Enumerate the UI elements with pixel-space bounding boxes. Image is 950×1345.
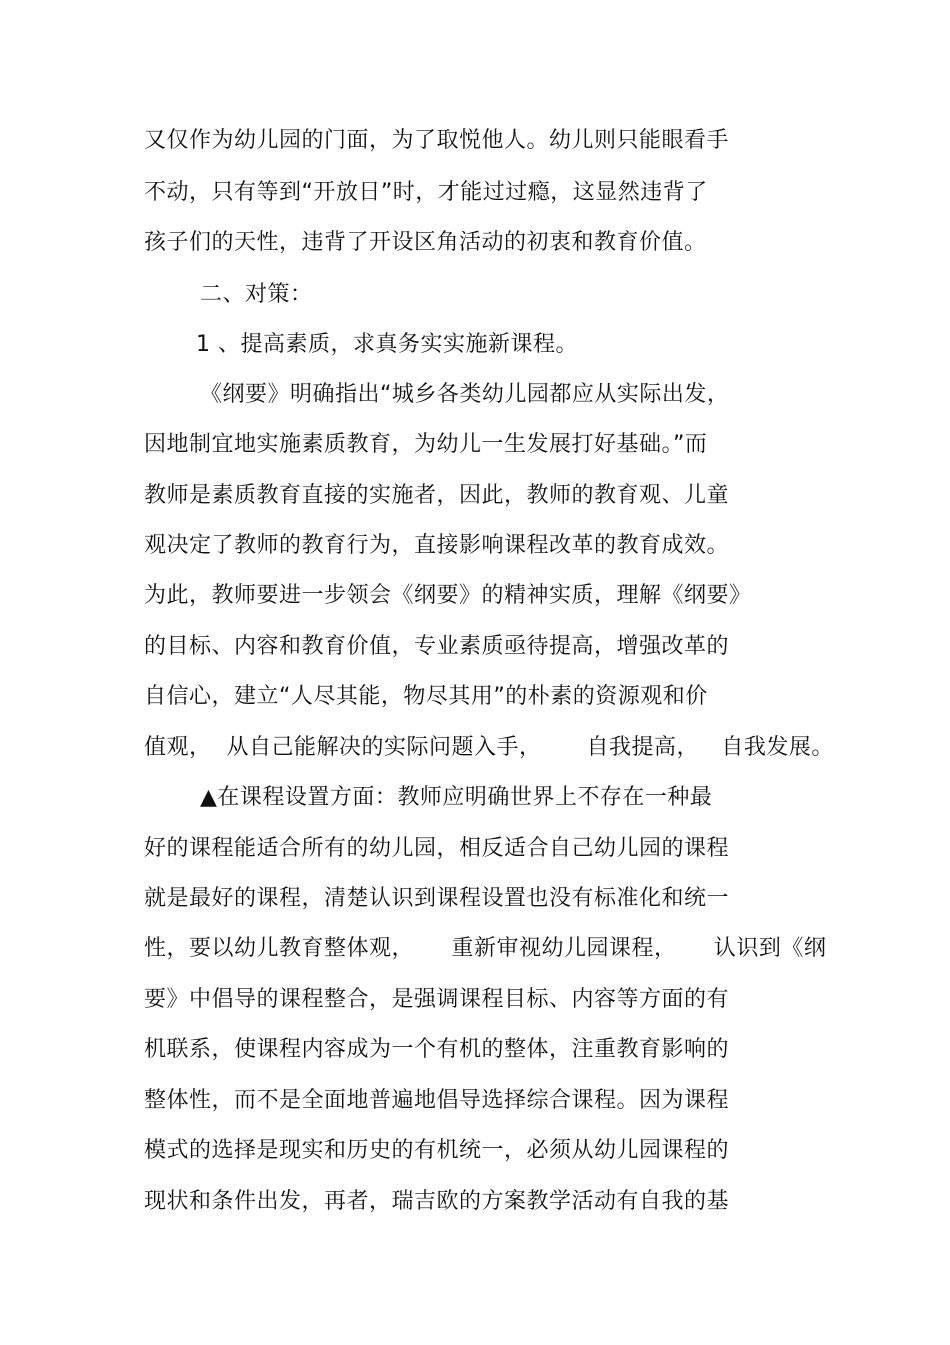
paragraph-line: 不动，只有等到“开放日”时，才能过过瘾，这显然违背了 [144, 180, 708, 205]
paragraph-line: 值观， 从自己能解决的实际问题入手， 自我提高， 自我发展。 [144, 735, 834, 760]
paragraph-line: 模式的选择是现实和历史的有机统一，必须从幼儿园课程的 [144, 1138, 730, 1163]
subsection-heading: 1 、提高素质，求真务实实施新课程。 [196, 332, 578, 357]
paragraph-line: 就是最好的课程，清楚认识到课程设置也没有标准化和统一 [144, 886, 730, 911]
paragraph-line: 因地制宜地实施素质教育，为幼儿一生发展打好基础。”而 [144, 432, 708, 457]
paragraph-line: 现状和条件出发，再者，瑞吉欧的方案教学活动有自我的基 [144, 1189, 730, 1214]
paragraph-line: 好的课程能适合所有的幼儿园，相反适合自己幼儿园的课程 [144, 836, 730, 861]
paragraph-line: 整体性，而不是全面地普遍地倡导选择综合课程。因为课程 [144, 1088, 730, 1113]
paragraph-line: 观决定了教师的教育行为，直接影响课程改革的教育成效。 [144, 533, 730, 558]
paragraph-line: 又仅作为幼儿园的门面，为了取悦他人。幼儿则只能眼看手 [144, 128, 730, 153]
paragraph-line: 机联系，使课程内容成为一个有机的整体，注重教育影响的 [144, 1037, 730, 1062]
paragraph-line: 自信心，建立“人尽其能，物尽其用”的朴素的资源观和价 [144, 684, 708, 709]
section-heading: 二、对策： [200, 282, 313, 307]
paragraph-line: 孩子们的天性，违背了开设区角活动的初衷和教育价值。 [144, 230, 707, 255]
paragraph-line: 性，要以幼儿教育整体观， 重新审视幼儿园课程， 认识到《纲 [144, 936, 827, 961]
paragraph-line: ▲在课程设置方面：教师应明确世界上不存在一种最 [200, 785, 713, 810]
paragraph-line: 的目标、内容和教育价值，专业素质亟待提高，增强改革的 [144, 634, 730, 659]
paragraph-line: 为此，教师要进一步领会《纲要》的精神实质，理解《纲要》 [144, 583, 752, 608]
paragraph-line: 要》中倡导的课程整合，是强调课程目标、内容等方面的有 [144, 987, 730, 1012]
paragraph-line: 教师是素质教育直接的实施者，因此，教师的教育观、儿童 [144, 483, 730, 508]
paragraph-line: 《纲要》明确指出“城乡各类幼儿园都应从实际出发， [200, 382, 730, 407]
